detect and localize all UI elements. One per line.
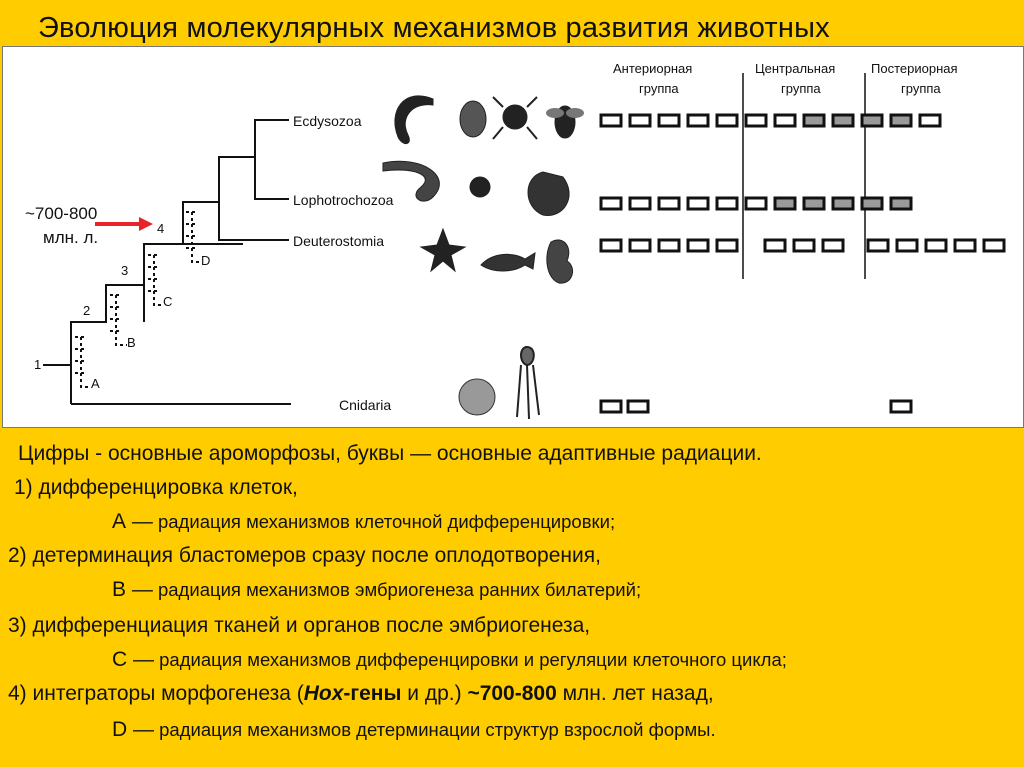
item4-post: млн. лет назад, — [556, 682, 714, 705]
ecdysozoa-box-5 — [717, 115, 737, 126]
caption-item-1: 1) дифференцировка клеток, — [14, 476, 298, 499]
deuterostomia-box-5 — [717, 240, 737, 251]
ecdysozoa-box-3 — [659, 115, 679, 126]
caption-intro: Цифры - основные ароморфозы, буквы — основные адаптивные радиации. — [18, 442, 762, 465]
caption-sub-c — [112, 648, 787, 672]
hox-gene-boxes — [601, 115, 1004, 412]
lophotrochozoa-box-3 — [659, 198, 679, 209]
phylogeny-diagram — [3, 47, 1023, 427]
animal-images — [383, 96, 584, 419]
ecdysozoa-box-6 — [746, 115, 766, 126]
node-number-4: 4 — [157, 221, 165, 236]
deuterostomia-box-7 — [794, 240, 814, 251]
deuterostomia-box-2 — [630, 240, 650, 251]
taxon-ecdysozoa: Ecdysozoa — [293, 113, 362, 129]
squirrel-image — [547, 240, 573, 283]
deuterostomia-box-10 — [897, 240, 917, 251]
ecdysozoa-box-7 — [775, 115, 795, 126]
taxon-deuterostomia: Deuterostomia — [293, 233, 385, 249]
deuterostomia-box-1 — [601, 240, 621, 251]
group-posterior-label: Постериорная — [871, 61, 958, 76]
deuterostomia-box-4 — [688, 240, 708, 251]
group-posterior-sub: группа — [901, 81, 941, 96]
cnidaria-anterior-box-1 — [601, 401, 621, 412]
group-anterior-label: Антериорная — [613, 61, 693, 76]
lophotrochozoa-box-1 — [601, 198, 621, 209]
lophotrochozoa-box-9 — [833, 198, 853, 209]
lophotrochozoa-box-8 — [804, 198, 824, 209]
deuterostomia-box-13 — [984, 240, 1004, 251]
ecdysozoa-box-4 — [688, 115, 708, 126]
item4-bold: ~700-800 — [467, 682, 557, 705]
deuterostomia-box-9 — [868, 240, 888, 251]
item4-genes: -гены — [343, 682, 402, 705]
time-label: ~700-800 — [25, 204, 98, 223]
cnidaria-anterior-box-2 — [628, 401, 648, 412]
taxon-cnidaria: Cnidaria — [339, 397, 392, 413]
group-central-sub: группа — [781, 81, 821, 96]
caption-sub-d — [112, 718, 716, 742]
slide-title: Эволюция молекулярных механизмов развития животных — [38, 12, 830, 44]
caption-sub-a — [112, 510, 615, 534]
ecdysozoa-box-1 — [601, 115, 621, 126]
caption-sub-b — [112, 578, 641, 602]
lophotrochozoa-box-11 — [891, 198, 911, 209]
lophotrochozoa-box-2 — [630, 198, 650, 209]
ecdysozoa-box-2 — [630, 115, 650, 126]
ecdysozoa-box-12 — [920, 115, 940, 126]
item4-mid: и др.) — [401, 682, 468, 705]
sub-text-d: радиация механизмов детерминации структур взрослой формы. — [154, 719, 716, 740]
caption-item-3: 3) дифференциация тканей и органов после эмбриогенеза, — [8, 614, 591, 637]
jellyfish-image — [517, 347, 539, 419]
node-number-1: 1 — [34, 357, 42, 372]
caption-block — [0, 430, 1024, 767]
rotifer-image — [460, 101, 486, 137]
deuterostomia-box-8 — [823, 240, 843, 251]
time-unit-label: млн. л. — [43, 228, 99, 247]
node-number-2: 2 — [83, 303, 91, 318]
sub-letter-c: С — — [112, 648, 154, 671]
group-anterior-sub: группа — [639, 81, 679, 96]
node-letter-d: D — [201, 253, 211, 268]
lophotrochozoa-box-7 — [775, 198, 795, 209]
time-arrow — [95, 217, 153, 231]
caption-item-4 — [8, 682, 714, 706]
crab-image — [503, 105, 527, 129]
deuterostomia-box-11 — [926, 240, 946, 251]
node-number-3: 3 — [121, 263, 129, 278]
nematode-image — [395, 96, 433, 144]
node-letter-a: A — [91, 376, 100, 391]
deuterostomia-box-12 — [955, 240, 975, 251]
lophotrochozoa-box-4 — [688, 198, 708, 209]
octopus-image — [528, 172, 569, 215]
title-bar — [0, 0, 1024, 46]
node-letter-b: B — [127, 335, 136, 350]
sub-text-a: радиация механизмов клеточной дифференцировки; — [152, 511, 616, 532]
polyp-image — [459, 379, 495, 415]
node-letter-c: C — [163, 294, 173, 309]
sub-letter-a: А — — [112, 510, 153, 533]
item4-hox: Hox — [303, 682, 344, 705]
diagram-panel — [2, 46, 1024, 428]
ecdysozoa-box-10 — [862, 115, 882, 126]
snail-image — [470, 177, 490, 197]
sub-letter-b: В — — [112, 578, 153, 601]
lophotrochozoa-box-6 — [746, 198, 766, 209]
deuterostomia-box-6 — [765, 240, 785, 251]
group-central-label: Центральная — [755, 61, 836, 76]
fish-image — [481, 253, 535, 271]
sub-text-b: радиация механизмов эмбриогенеза ранних билатерий; — [152, 579, 642, 600]
sub-letter-d: D — — [112, 718, 154, 741]
lophotrochozoa-box-10 — [862, 198, 882, 209]
ecdysozoa-box-9 — [833, 115, 853, 126]
caption-item-2: 2) детерминация бластомеров сразу после оплодотворения, — [8, 544, 601, 567]
starfish-image — [421, 229, 465, 271]
ecdysozoa-box-8 — [804, 115, 824, 126]
deuterostomia-box-3 — [659, 240, 679, 251]
lophotrochozoa-box-5 — [717, 198, 737, 209]
sub-text-c: радиация механизмов дифференцировки и регуляции клеточного цикла; — [154, 649, 787, 670]
taxon-lophotrochozoa: Lophotrochozoa — [293, 192, 394, 208]
cnidaria-posterior-box-1 — [891, 401, 911, 412]
ecdysozoa-box-11 — [891, 115, 911, 126]
item4-pre: 4) интеграторы морфогенеза ( — [8, 682, 304, 705]
